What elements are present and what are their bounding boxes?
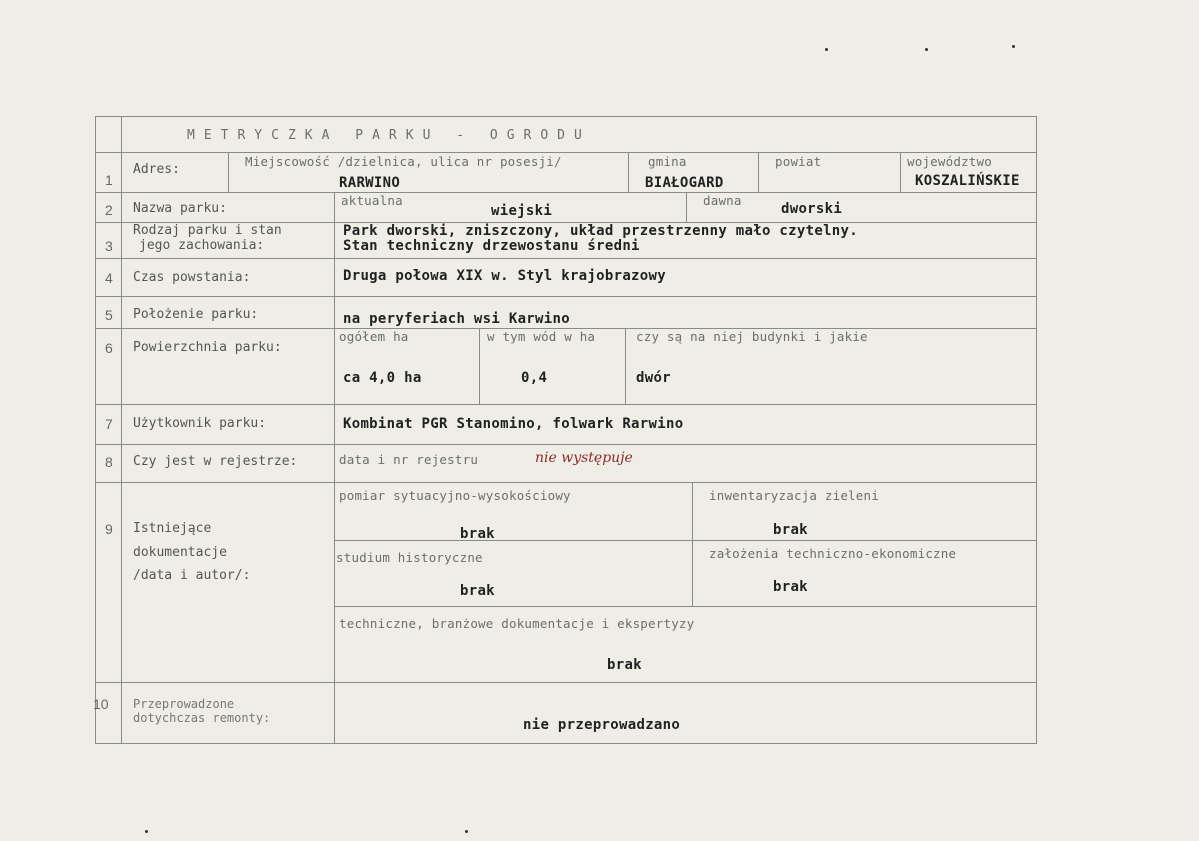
row-number: 4: [105, 270, 113, 286]
greenery-inventory-value: brak: [773, 522, 808, 538]
park-type-label-line2: jego zachowania:: [139, 238, 265, 253]
row-number: 7: [105, 416, 113, 432]
technical-docs-label: techniczne, branżowe dokumentacje i ekspertyzy: [339, 616, 695, 631]
row-number: 6: [105, 340, 113, 356]
greenery-inventory-label: inwentaryzacja zieleni: [709, 488, 879, 503]
row-number: 1: [105, 172, 113, 188]
docs-label-line2: dokumentacje: [133, 545, 227, 560]
speck: [145, 830, 148, 833]
speck: [1012, 45, 1015, 48]
form-title: METRYCZKA PARKU - OGRODU: [187, 128, 591, 143]
location-value: na peryferiach wsi Karwino: [343, 311, 570, 327]
user-label: Użytkownik parku:: [133, 416, 267, 431]
registry-label: Czy jest w rejestrze:: [133, 454, 298, 469]
row-number: 10: [93, 696, 109, 712]
creation-time-label: Czas powstania:: [133, 270, 251, 285]
historical-study-label: studium historyczne: [336, 550, 483, 565]
speck: [925, 48, 928, 51]
survey-label: pomiar sytuacyjno-wysokościowy: [339, 488, 571, 503]
park-type-value-line2: Stan techniczny drzewostanu średni: [343, 238, 640, 254]
row-number: 9: [105, 521, 113, 537]
creation-time-value: Druga połowa XIX w. Styl krajobrazowy: [343, 268, 666, 284]
water-area-value: 0,4: [521, 370, 548, 386]
renovations-value: nie przeprowadzano: [523, 717, 681, 733]
registry-date-label: data i nr rejestru: [339, 452, 479, 467]
park-type-label-line1: Rodzaj parku i stan: [133, 223, 282, 238]
water-area-label: w tym wód w ha: [487, 329, 596, 344]
docs-label-line1: Istniejące: [133, 521, 212, 536]
speck: [825, 48, 828, 51]
voivodeship-value: KOSZALIŃSKIE: [915, 173, 1020, 189]
buildings-label: czy są na niej budynki i jakie: [636, 329, 868, 344]
location-label: Położenie parku:: [133, 307, 259, 322]
former-name-value: dworski: [781, 201, 843, 217]
tech-econ-label: założenia techniczno-ekonomiczne: [709, 546, 957, 561]
technical-docs-value: brak: [607, 657, 642, 673]
row-number: 8: [105, 454, 113, 470]
gmina-value: BIAŁOGARD: [645, 175, 724, 191]
user-value: Kombinat PGR Stanomino, folwark Rarwino: [343, 416, 684, 432]
renovations-label-line1: Przeprowadzone: [133, 697, 235, 711]
gmina-label: gmina: [648, 154, 687, 169]
tech-econ-value: brak: [773, 579, 808, 595]
locality-value: RARWINO: [339, 175, 401, 191]
historical-study-value: brak: [460, 583, 495, 599]
park-form-table: [95, 116, 1037, 744]
renovations-label-line2: dotychczas remonty:: [133, 711, 271, 725]
total-area-label: ogółem ha: [339, 329, 409, 344]
docs-label-line3: /data i autor/:: [133, 568, 251, 583]
row-number: 5: [105, 307, 113, 323]
row-number: 2: [105, 202, 113, 218]
address-label: Adres:: [133, 162, 180, 177]
locality-label: Miejscowość /dzielnica, ulica nr posesji/: [245, 154, 562, 169]
powiat-label: powiat: [775, 154, 822, 169]
row-number: 3: [105, 238, 113, 254]
park-type-value-line1: Park dworski, zniszczony, układ przestrzenny mało czytelny.: [343, 223, 858, 239]
voivodeship-label: województwo: [907, 154, 992, 169]
current-name-value: wiejski: [491, 203, 553, 219]
speck: [465, 830, 468, 833]
survey-value: brak: [460, 526, 495, 542]
registry-handwritten-note: nie występuje: [535, 450, 633, 466]
park-name-label: Nazwa parku:: [133, 201, 227, 216]
buildings-value: dwór: [636, 370, 671, 386]
former-name-label: dawna: [703, 193, 742, 208]
area-label: Powierzchnia parku:: [133, 340, 282, 355]
total-area-value: ca 4,0 ha: [343, 370, 422, 386]
current-name-label: aktualna: [341, 193, 403, 208]
